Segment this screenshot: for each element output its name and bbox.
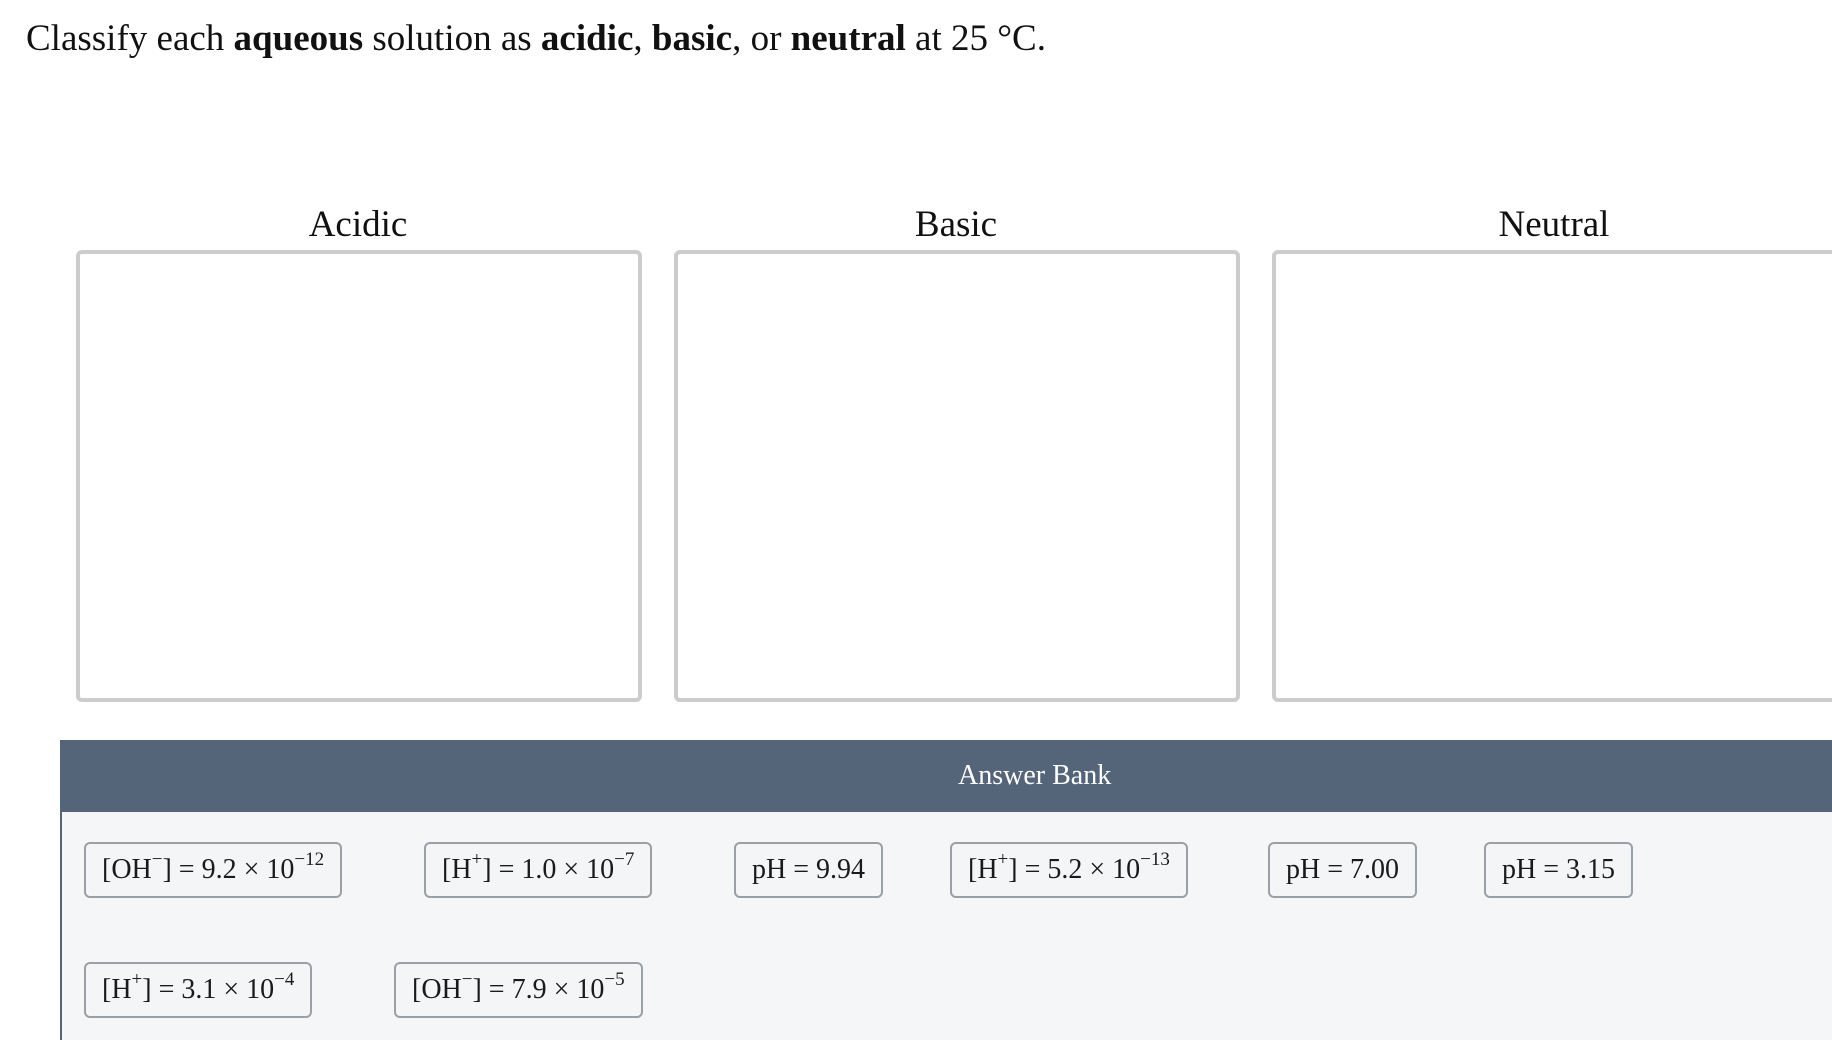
- chip-text: ] = 5.2 × 10: [1008, 854, 1141, 885]
- chip-text: [H: [102, 974, 132, 1005]
- answer-chip[interactable]: [1484, 842, 1633, 898]
- prompt-text-4: , or: [732, 18, 791, 59]
- chip-text: pH = 3.15: [1502, 854, 1616, 885]
- chip-text: ] = 1.0 × 10: [482, 854, 615, 885]
- prompt-bold-basic: basic: [651, 18, 733, 59]
- bin-label-neutral: Neutral: [1498, 204, 1610, 245]
- chip-charge: +: [471, 849, 483, 870]
- answer-chip[interactable]: [424, 842, 652, 898]
- chip-exponent: −7: [614, 849, 635, 870]
- chip-exponent: −5: [604, 969, 625, 990]
- bin-label-basic: Basic: [914, 204, 998, 245]
- prompt-text-1: Classify each: [26, 18, 234, 59]
- answer-bank-title: Answer Bank: [958, 760, 1112, 791]
- chip-charge: −: [151, 849, 163, 870]
- prompt-text-3: ,: [633, 18, 652, 59]
- prompt-text-2: solution as: [363, 18, 541, 59]
- chip-text: [H: [442, 854, 472, 885]
- prompt-bold-aqueous: aqueous: [233, 18, 364, 59]
- chip-text: [H: [968, 854, 998, 885]
- prompt-bold-acidic: acidic: [540, 18, 634, 59]
- prompt-bold-neutral: neutral: [790, 18, 906, 59]
- answer-chip[interactable]: [950, 842, 1188, 898]
- chip-text: ] = 7.9 × 10: [472, 974, 605, 1005]
- answer-chip[interactable]: [84, 842, 342, 898]
- chip-charge: +: [997, 849, 1009, 870]
- question-prompt: [26, 14, 1046, 64]
- chip-exponent: −13: [1140, 849, 1170, 870]
- prompt-text-5: at 25 °C.: [905, 18, 1046, 59]
- answer-bank-header: [62, 740, 1832, 812]
- chip-text: [OH: [102, 854, 152, 885]
- bin-label-acidic: Acidic: [308, 204, 408, 245]
- chip-text: [OH: [412, 974, 462, 1005]
- chip-text: ] = 9.2 × 10: [162, 854, 295, 885]
- chip-text: pH = 7.00: [1286, 854, 1400, 885]
- answer-chip[interactable]: [734, 842, 883, 898]
- chip-charge: −: [461, 969, 473, 990]
- chip-charge: +: [131, 969, 143, 990]
- chip-exponent: −12: [294, 849, 325, 870]
- chip-text: ] = 3.1 × 10: [142, 974, 275, 1005]
- drop-zone-basic[interactable]: [674, 250, 1240, 702]
- chip-exponent: −4: [274, 969, 295, 990]
- drop-zone-acidic[interactable]: [76, 250, 642, 702]
- answer-bank: [60, 740, 1832, 1040]
- answer-chip[interactable]: [1268, 842, 1417, 898]
- drop-zone-neutral[interactable]: [1272, 250, 1832, 702]
- chip-text: pH = 9.94: [752, 854, 866, 885]
